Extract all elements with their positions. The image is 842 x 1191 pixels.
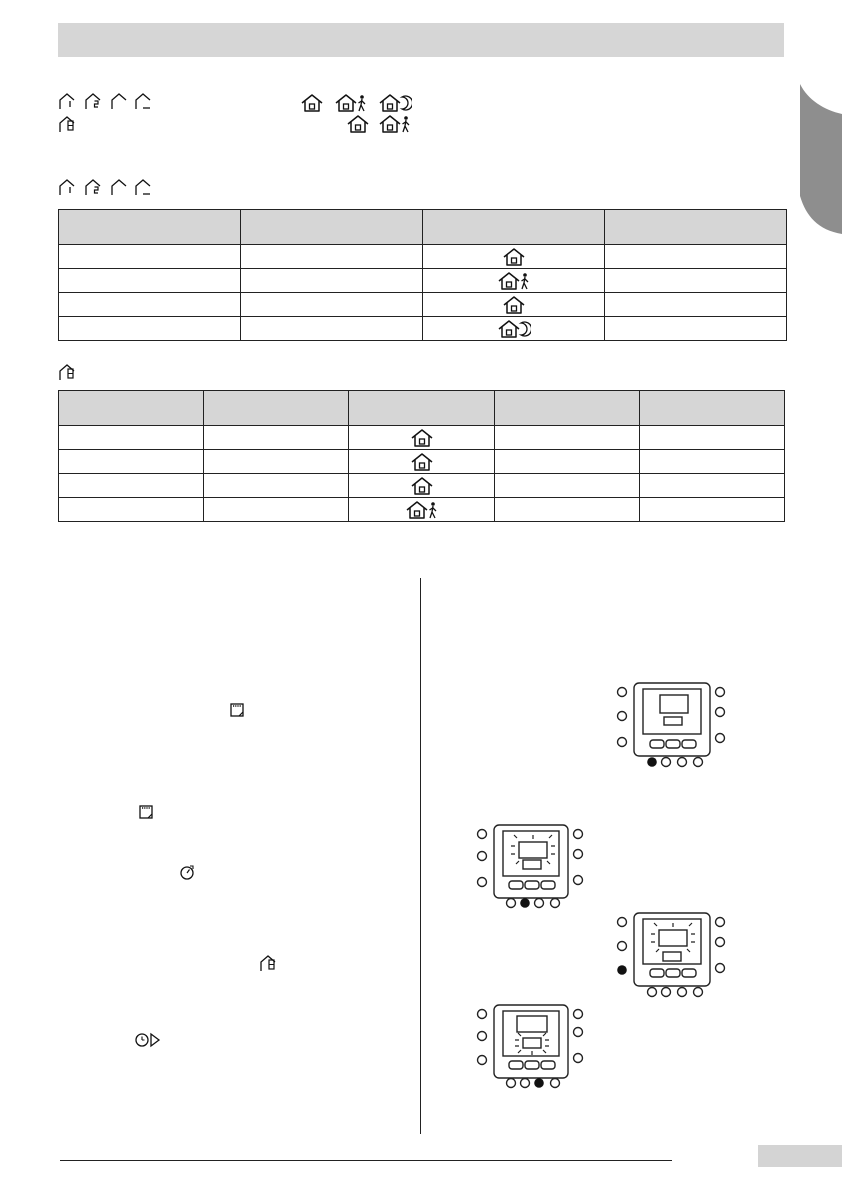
table-row [59,269,787,293]
language-side-tab [800,84,842,234]
zone-1-icon [58,178,76,196]
table-row [59,498,785,522]
thermostat-step-4 [472,1002,592,1099]
table-row [59,245,787,269]
home-icon [410,428,434,448]
table-header-cell [495,391,640,426]
zone-5-icon [58,363,76,381]
table-header-cell [59,210,241,245]
home-icon [410,476,434,496]
zone-4-icon [134,178,152,196]
page-number-box [758,1145,842,1167]
zone-5-table [58,390,785,522]
table-row [59,317,787,341]
table-header-cell [640,391,785,426]
table-header-cell [59,391,204,426]
table-row [59,474,785,498]
table-header-cell [423,210,605,245]
table-row [59,293,787,317]
table-header-cell [605,210,787,245]
thermostat-step-2 [472,822,592,919]
thermostat-step-1 [612,680,732,777]
home-icon [502,295,526,315]
home-icon [410,452,434,472]
table-header-row [59,210,787,245]
program-icon [229,702,245,718]
zone-2-icon [84,178,102,196]
table-header-cell [241,210,423,245]
table-row [59,450,785,474]
zone-5-icon [58,115,76,133]
run-icon [135,1032,161,1048]
away-icon [405,500,439,520]
zone-3-icon [110,92,128,110]
header-bar [58,23,784,57]
table-header-row [59,391,785,426]
table-header-cell [204,391,349,426]
thermostat-step-3 [612,910,732,1007]
zone-5-icon [259,954,277,972]
zone-1-icon [58,92,76,110]
clock-set-icon [179,864,195,880]
home-icon [300,93,324,113]
zone-4-icon [134,92,152,110]
home-icon [502,247,526,267]
footer-rule [60,1160,672,1161]
zone-2-icon [84,92,102,110]
column-divider [420,578,421,1134]
table-row [59,426,785,450]
sleep-icon [378,93,412,113]
away-icon [334,93,368,113]
away-icon [378,114,412,134]
home-icon [346,114,370,134]
away-icon [497,271,531,291]
table-header-cell [349,391,495,426]
zones-1-4-table [58,209,787,341]
sleep-icon [497,319,531,339]
zone-3-icon [110,178,128,196]
program-icon [138,804,154,820]
